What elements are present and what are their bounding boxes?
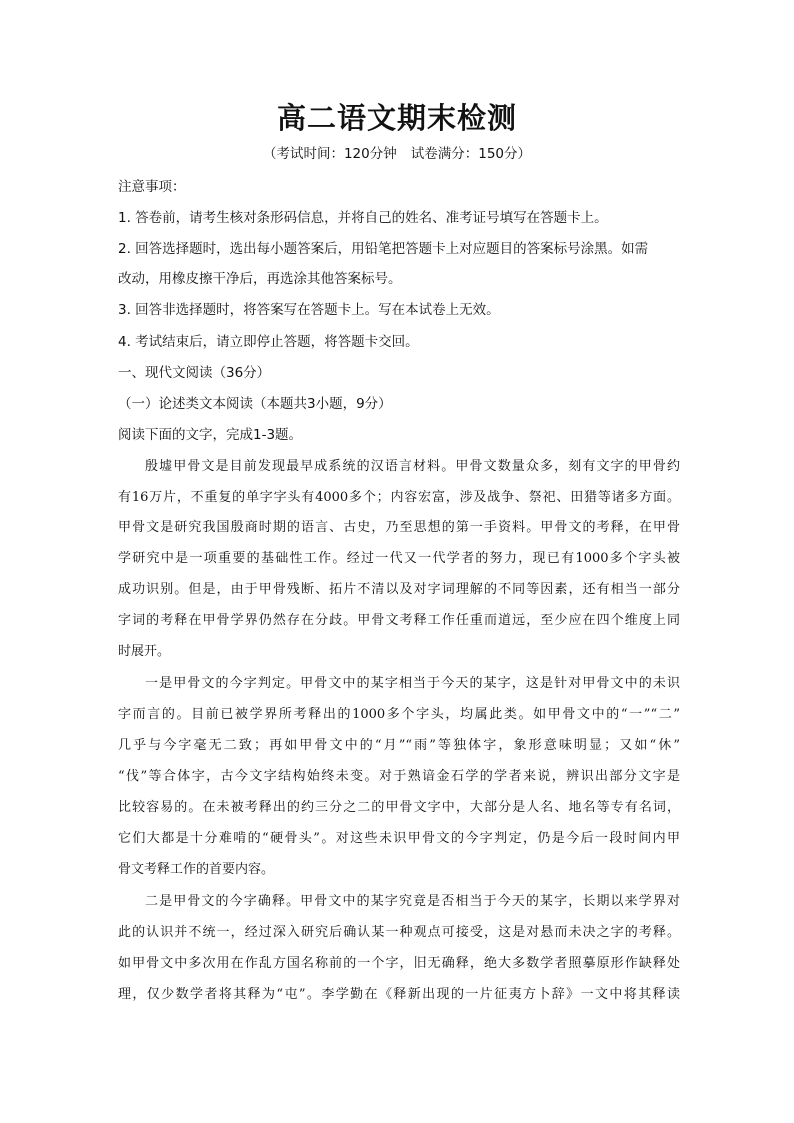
passage-line: 此的认识并不统一，经过深入研究后确认某一种观点可接受，这是对悬而未决之字的考释。 xyxy=(118,925,680,940)
notes-heading: 注意事项： xyxy=(118,179,186,195)
note-item-3: 3. 回答非选择题时，将答案写在答题卡上。写在本试卷上无效。 xyxy=(118,302,500,318)
passage-line: 字词的考释在甲骨学界仍然存在分歧。甲骨文考释工作任重而道远，至少应在四个维度上同 xyxy=(118,613,680,628)
passage-line: 殷墟甲骨文是目前发现最早成系统的汉语言材料。甲骨文数量众多，刻有文字的甲骨约 xyxy=(145,459,680,474)
passage-line: 有16万片，不重复的单字字头有4000多个；内容宏富，涉及战争、祭祀、田猎等诸多方面。 xyxy=(118,490,680,505)
passage-line: 甲骨文是研究我国殷商时期的语言、古史，乃至思想的第一手资料。甲骨文的考释，在甲骨 xyxy=(118,520,680,535)
section-heading: 一、现代文阅读（36分） xyxy=(118,365,271,381)
exam-score: 试卷满分：150分） xyxy=(410,146,532,162)
reading-instruction: 阅读下面的文字，完成1-3题。 xyxy=(118,427,303,443)
passage-line: 一是甲骨文的今字判定。甲骨文中的某字相当于今天的某字，这是针对甲骨文中的未识 xyxy=(145,676,680,691)
passage-line: 比较容易的。在未被考释出的约三分之二的甲骨文字中，大部分是人名、地名等专有名词， xyxy=(118,800,680,815)
passage-line: “伐”等合体字，古今文字结构始终未变。对于熟谙金石学的学者来说，辨识出部分文字是 xyxy=(118,769,680,784)
passage-line: 它们大都是十分难啃的“硬骨头”。对这些未识甲骨文的今字判定，仍是今后一段时间内甲 xyxy=(118,831,680,846)
passage-line: 如甲骨文中多次用在作乱方国名称前的一个字，旧无确释，绝大多数学者照摹原形作缺释处 xyxy=(118,956,680,971)
passage-line: 时展开。 xyxy=(118,644,171,659)
note-item-2-line-1: 2. 回答选择题时，选出每小题答案后，用铅笔把答题卡上对应题目的答案标号涂黑。如需 xyxy=(118,241,649,257)
exam-info xyxy=(0,144,794,164)
note-item-1: 1. 答卷前，请考生核对条形码信息，并将自己的姓名、准考证号填写在答题卡上。 xyxy=(118,210,608,226)
passage-line: 字而言的。目前已被学界所考释出的1000多个字头，均属此类。如甲骨文中的“一”“二” xyxy=(118,707,680,722)
passage-line: 成功识别。但是，由于甲骨残断、拓片不清以及对字词理解的不同等因素，还有相当一部分 xyxy=(118,582,680,597)
passage-line: 骨文考释工作的首要内容。 xyxy=(118,862,275,877)
note-item-4: 4. 考试结束后，请立即停止答题，将答题卡交回。 xyxy=(118,334,419,350)
exam-time: （考试时间：120分钟 xyxy=(262,146,397,162)
passage-line: 理，仅少数学者将其释为“屯”。李学勤在《释新出现的一片征夷方卜辞》一文中将其释读 xyxy=(118,987,680,1002)
note-item-2-line-2: 改动，用橡皮擦干净后，再选涂其他答案标号。 xyxy=(118,271,402,287)
passage-line: 二是甲骨文的今字确释。甲骨文中的某字究竟是否相当于今天的某字，长期以来学界对 xyxy=(145,894,680,909)
page-title: 高二语文期末检测 xyxy=(276,101,517,135)
passage-line: 学研究中是一项重要的基础性工作。经过一代又一代学者的努力，现已有1000多个字头被 xyxy=(118,551,680,566)
passage-line: 几乎与今字毫无二致；再如甲骨文中的“月”“雨”等独体字，象形意味明显；又如“休” xyxy=(118,738,680,753)
subsection-heading: （一）论述类文本阅读（本题共3小题，9分） xyxy=(118,396,392,412)
